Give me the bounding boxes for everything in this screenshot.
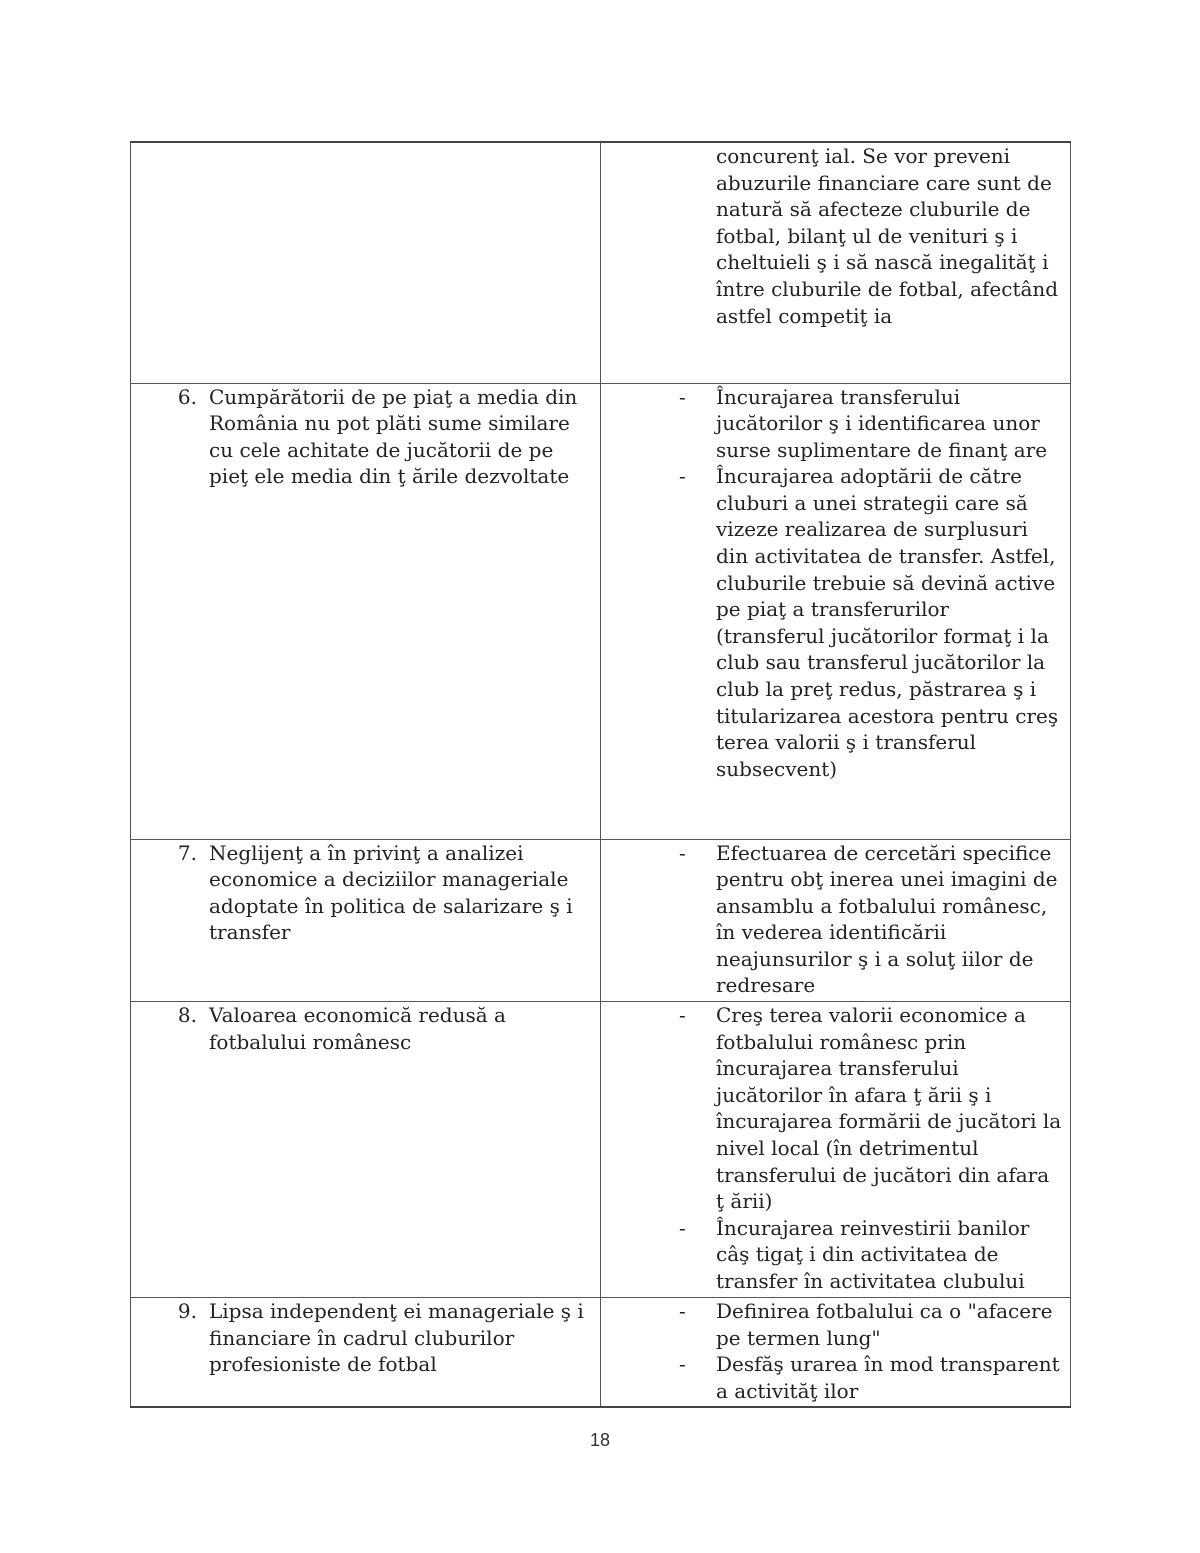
list-item — [601, 1215, 1062, 1295]
list-item — [601, 384, 1062, 464]
solution-cell — [601, 1298, 1071, 1408]
dash-bullet: - — [679, 1352, 686, 1377]
solution-list — [601, 1298, 1070, 1406]
list-item — [601, 463, 1062, 782]
solution-text: Efectuarea de cercetări specifice pentru obţ inerea unei imagini de ansamblu a fotbalului românesc, în vederea identificării neajunsurilor ş i a soluţ iilor de redresare — [716, 840, 1058, 998]
solution-text: Încurajarea reinvestirii banilor câş tigaţ i din activitatea de transfer în activitatea clubului — [716, 1215, 1030, 1293]
list-item — [601, 840, 1062, 1000]
row-number: 8. — [177, 1003, 197, 1028]
problem-text: Cumpărătorii de pe piaţ a media din România nu pot plăti sume similare cu cele achitate de jucătorii de pe pieţ ele media din ţ ările dezvoltate — [209, 384, 578, 489]
list-item — [601, 1351, 1062, 1404]
dash-bullet: - — [679, 384, 686, 409]
policy-table — [130, 141, 1071, 1408]
table-row-8 — [131, 1002, 1071, 1298]
solution-text: Desfăş urarea în mod transparent a activităţ ilor — [716, 1352, 1060, 1403]
list-item — [601, 1002, 1062, 1215]
solution-text: Încurajarea transferului jucătorilor ş i identificarea unor surse suplimentare de finanţ are — [716, 384, 1048, 462]
solution-list — [601, 840, 1070, 1002]
table-row-6 — [131, 383, 1071, 839]
continuation-text: concurenţ ial. Se vor preveni abuzurile financiare care sunt de natură să afecteze cluburile de fotbal, bilanţ ul de venituri ş i cheltuieli ş i să nască inegalităţ i între cluburile de fotbal, afectând astfel competiţ ia — [716, 144, 1059, 328]
dash-bullet: - — [679, 1003, 686, 1028]
solution-text: Creş terea valorii economice a fotbalului românesc prin încurajarea transferului jucătorilor în afara ţ ării ş i încurajarea formării de jucători la nivel local (în detrimentul transferului de jucători din afara ţ ării) — [716, 1003, 1062, 1214]
solution-cell-continuation — [601, 142, 1071, 383]
solution-cell — [601, 1002, 1071, 1298]
dash-bullet: - — [679, 464, 686, 489]
solution-list — [601, 384, 1070, 785]
row-number: 6. — [177, 384, 197, 409]
list-item — [601, 1298, 1062, 1351]
solution-text: Definirea fotbalului ca o "afacere pe termen lung" — [716, 1299, 1053, 1350]
dash-bullet: - — [679, 1299, 686, 1324]
table-row-continuation — [131, 142, 1071, 383]
table-row-7 — [131, 839, 1071, 1002]
row-number: 7. — [177, 840, 197, 865]
solution-list — [601, 1002, 1070, 1297]
problem-cell — [131, 383, 601, 839]
page-number: 18 — [589, 1430, 611, 1450]
problem-cell — [131, 1298, 601, 1408]
dash-bullet: - — [679, 1215, 686, 1240]
row-number: 9. — [177, 1299, 197, 1324]
problem-cell-empty — [131, 142, 601, 383]
problem-text: Valoarea economică redusă a fotbalului românesc — [209, 1003, 506, 1054]
solution-cell — [601, 383, 1071, 839]
solution-cell — [601, 839, 1071, 1002]
problem-text: Lipsa independenţ ei manageriale ş i financiare în cadrul cluburilor profesioniste de fotbal — [209, 1299, 584, 1377]
table-row-9 — [131, 1298, 1071, 1408]
dash-bullet: - — [679, 840, 686, 865]
problem-text: Neglijenţ a în privinţ a analizei economice a deciziilor manageriale adoptate în politica de salarizare ş i transfer — [209, 840, 573, 945]
problem-cell — [131, 1002, 601, 1298]
problem-cell — [131, 839, 601, 1002]
solution-text: Încurajarea adoptării de către cluburi a unei strategii care să vizeze realizarea de surplusuri din activitatea de transfer. Astfel, cluburile trebuie să devină active pe piaţ a transferurilor (transferul jucătorilor formaţ i la club sau transferul jucătorilor la club la preţ redus, păstrarea ş i titularizarea acestora pentru creş terea valorii ş i transferul subsecvent) — [716, 464, 1059, 781]
